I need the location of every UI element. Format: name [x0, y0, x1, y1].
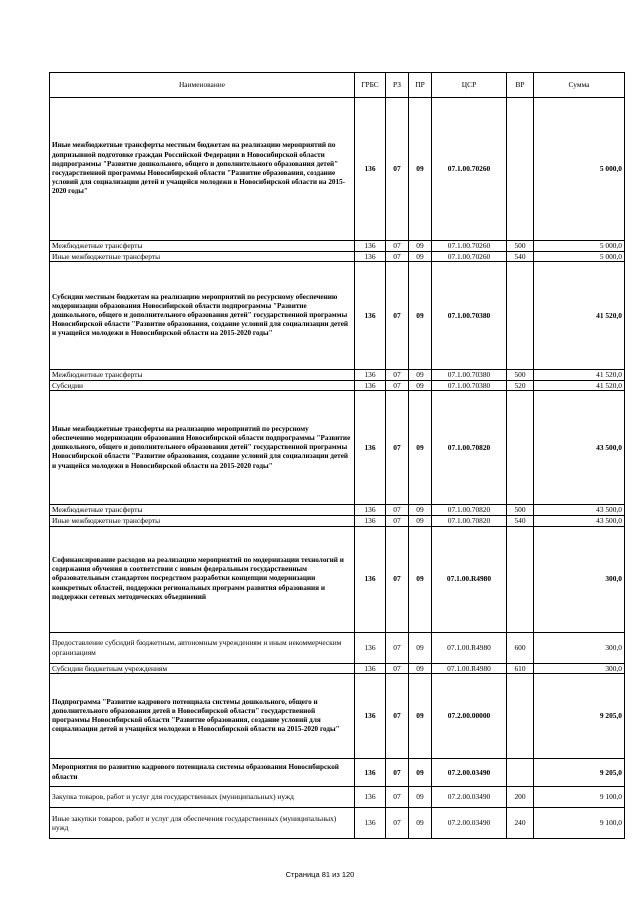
table-row — [50, 759, 625, 787]
row-rz: 07 — [386, 251, 409, 262]
row-sum: 300,0 — [534, 632, 625, 663]
header-rz: РЗ — [386, 73, 409, 98]
row-vr: 610 — [507, 663, 534, 674]
row-rz: 07 — [386, 808, 409, 839]
table-row — [50, 380, 625, 391]
row-csr: 07.1.00.70380 — [432, 370, 507, 381]
row-pr: 09 — [409, 526, 432, 632]
row-pr: 09 — [409, 759, 432, 787]
table-row — [50, 241, 625, 252]
row-sum: 5 000,0 — [534, 98, 625, 241]
row-vr — [507, 526, 534, 632]
row-csr: 07.1.00.70260 — [432, 98, 507, 241]
row-name: Субсидии бюджетным учреждениям — [50, 663, 355, 674]
table-row — [50, 370, 625, 381]
table-row — [50, 515, 625, 526]
row-vr: 200 — [507, 787, 534, 808]
row-pr: 09 — [409, 505, 432, 516]
row-csr: 07.1.00.R4980 — [432, 663, 507, 674]
row-vr — [507, 262, 534, 370]
row-pr: 09 — [409, 391, 432, 505]
row-name: Межбюджетные трансферты — [50, 370, 355, 381]
row-pr: 09 — [409, 380, 432, 391]
row-csr: 07.1.00.R4980 — [432, 632, 507, 663]
row-vr: 600 — [507, 632, 534, 663]
table-row — [50, 632, 625, 663]
header-sum: Сумма — [534, 73, 625, 98]
row-vr — [507, 391, 534, 505]
table-row — [50, 98, 625, 241]
row-pr: 09 — [409, 674, 432, 759]
row-pr: 09 — [409, 251, 432, 262]
row-grbs: 136 — [355, 241, 386, 252]
header-csr: ЦСР — [432, 73, 507, 98]
row-csr: 07.1.00.70820 — [432, 391, 507, 505]
row-rz: 07 — [386, 663, 409, 674]
row-name: Подпрограмма "Развитие кадрового потенциала системы дошкольного, общего и дополнительного образования детей в Новосибирской области" государственной программы Новосибирской области "Развитие образования, создание условий для социализации детей и учащейся молодежи в Новосибирской области на 2015-2020 годы" — [50, 674, 355, 759]
row-sum: 9 205,0 — [534, 759, 625, 787]
row-csr: 07.1.00.70820 — [432, 515, 507, 526]
row-vr — [507, 98, 534, 241]
row-csr: 07.1.00.70260 — [432, 251, 507, 262]
row-pr: 09 — [409, 808, 432, 839]
table-header-row — [50, 73, 625, 98]
row-name: Иные межбюджетные трансферты местным бюджетам на реализацию мероприятий по допризывной подготовке граждан Российской Федерации в Новосибирской области подпрограммы "Развитие дошкольного, общего и дополнительного образования детей" государственной программы Новосибирской области "Развитие образования, создание условий для социализации детей и учащейся молодежи в Новосибирской области на 2015-2020 годы" — [50, 98, 355, 241]
row-sum: 9 205,0 — [534, 674, 625, 759]
row-rz: 07 — [386, 241, 409, 252]
row-sum: 43 500,0 — [534, 505, 625, 516]
table-row — [50, 674, 625, 759]
row-pr: 09 — [409, 98, 432, 241]
row-grbs: 136 — [355, 98, 386, 241]
row-sum: 41 520,0 — [534, 380, 625, 391]
row-name: Субсидии местным бюджетам на реализацию мероприятий по ресурсному обеспечению модернизации образования Новосибирской области подпрограммы "Развитие дошкольного, общего и дополнительного образования детей" государственной программы Новосибирской области "Развитие образования, создание условий для социализации детей и учащейся молодежи в Новосибирской области на 2015-2020 годы" — [50, 262, 355, 370]
row-name: Субсидии — [50, 380, 355, 391]
row-grbs: 136 — [355, 380, 386, 391]
row-pr: 09 — [409, 787, 432, 808]
row-rz: 07 — [386, 515, 409, 526]
row-vr: 540 — [507, 515, 534, 526]
header-grbs: ГРБС — [355, 73, 386, 98]
row-pr: 09 — [409, 262, 432, 370]
row-name: Мероприятия по развитию кадрового потенциала системы образования Новосибирской области — [50, 759, 355, 787]
row-grbs: 136 — [355, 526, 386, 632]
row-csr: 07.2.00.03490 — [432, 808, 507, 839]
row-rz: 07 — [386, 262, 409, 370]
row-grbs: 136 — [355, 262, 386, 370]
row-name: Иные межбюджетные трансферты — [50, 251, 355, 262]
row-rz: 07 — [386, 391, 409, 505]
row-name: Софинансирование расходов на реализацию мероприятий по модернизации технологий и содержания обучения в соответствии с новым федеральным государственным образовательным стандартом посредством разработки концепции модернизации конкретных областей, поддержки региональных программ развития образования и поддержки сетевых методических объединений — [50, 526, 355, 632]
row-name: Межбюджетные трансферты — [50, 241, 355, 252]
row-pr: 09 — [409, 515, 432, 526]
row-pr: 09 — [409, 632, 432, 663]
row-vr: 240 — [507, 808, 534, 839]
row-sum: 9 100,0 — [534, 808, 625, 839]
row-grbs: 136 — [355, 663, 386, 674]
row-vr: 500 — [507, 505, 534, 516]
row-grbs: 136 — [355, 759, 386, 787]
row-rz: 07 — [386, 370, 409, 381]
row-vr: 500 — [507, 241, 534, 252]
row-csr: 07.2.00.03490 — [432, 787, 507, 808]
row-grbs: 136 — [355, 674, 386, 759]
row-rz: 07 — [386, 526, 409, 632]
row-sum: 43 500,0 — [534, 515, 625, 526]
row-grbs: 136 — [355, 515, 386, 526]
row-name: Предоставление субсидий бюджетным, автономным учреждениям и иным некоммерческим организациям — [50, 632, 355, 663]
row-pr: 09 — [409, 241, 432, 252]
row-vr — [507, 674, 534, 759]
row-grbs: 136 — [355, 632, 386, 663]
table-row — [50, 663, 625, 674]
table-row — [50, 251, 625, 262]
row-csr: 07.1.00.R4980 — [432, 526, 507, 632]
row-sum: 9 100,0 — [534, 787, 625, 808]
table-row — [50, 787, 625, 808]
row-pr: 09 — [409, 370, 432, 381]
row-csr: 07.1.00.70380 — [432, 262, 507, 370]
row-grbs: 136 — [355, 787, 386, 808]
row-rz: 07 — [386, 380, 409, 391]
row-name: Иные межбюджетные трансферты на реализацию мероприятий по ресурсному обеспечению модернизации образования Новосибирской области подпрограммы "Развитие дошкольного, общего и дополнительного образования детей" государственной программы Новосибирской области "Развитие образования, создание условий для социализации детей и учащейся молодежи в Новосибирской области на 2015-2020 годы" — [50, 391, 355, 505]
table-row — [50, 526, 625, 632]
row-sum: 43 500,0 — [534, 391, 625, 505]
row-vr: 540 — [507, 251, 534, 262]
header-vr: ВР — [507, 73, 534, 98]
row-pr: 09 — [409, 663, 432, 674]
row-rz: 07 — [386, 98, 409, 241]
row-sum: 41 520,0 — [534, 262, 625, 370]
page-number: Страница 81 из 120 — [285, 870, 355, 879]
row-rz: 07 — [386, 759, 409, 787]
row-rz: 07 — [386, 505, 409, 516]
row-csr: 07.1.00.70260 — [432, 241, 507, 252]
table-row — [50, 391, 625, 505]
header-name: Наименование — [50, 73, 355, 98]
row-name: Межбюджетные трансферты — [50, 505, 355, 516]
header-pr: ПР — [409, 73, 432, 98]
row-sum: 300,0 — [534, 526, 625, 632]
row-name: Закупка товаров, работ и услуг для государственных (муниципальных) нужд — [50, 787, 355, 808]
row-vr: 520 — [507, 380, 534, 391]
row-csr: 07.1.00.70820 — [432, 505, 507, 516]
row-name: Иные закупки товаров, работ и услуг для обеспечения государственных (муниципальных) нужд — [50, 808, 355, 839]
row-csr: 07.1.00.70380 — [432, 380, 507, 391]
row-grbs: 136 — [355, 391, 386, 505]
table-row — [50, 808, 625, 839]
row-vr — [507, 759, 534, 787]
row-sum: 41 520,0 — [534, 370, 625, 381]
row-grbs: 136 — [355, 370, 386, 381]
row-grbs: 136 — [355, 505, 386, 516]
row-name: Иные межбюджетные трансферты — [50, 515, 355, 526]
row-sum: 300,0 — [534, 663, 625, 674]
row-rz: 07 — [386, 632, 409, 663]
table-row — [50, 262, 625, 370]
row-rz: 07 — [386, 674, 409, 759]
table-row — [50, 505, 625, 516]
row-csr: 07.2.00.03490 — [432, 759, 507, 787]
row-csr: 07.2.00.00000 — [432, 674, 507, 759]
row-grbs: 136 — [355, 251, 386, 262]
row-vr: 500 — [507, 370, 534, 381]
budget-table — [49, 72, 625, 839]
row-rz: 07 — [386, 787, 409, 808]
row-sum: 5 000,0 — [534, 241, 625, 252]
row-sum: 5 000,0 — [534, 251, 625, 262]
row-grbs: 136 — [355, 808, 386, 839]
